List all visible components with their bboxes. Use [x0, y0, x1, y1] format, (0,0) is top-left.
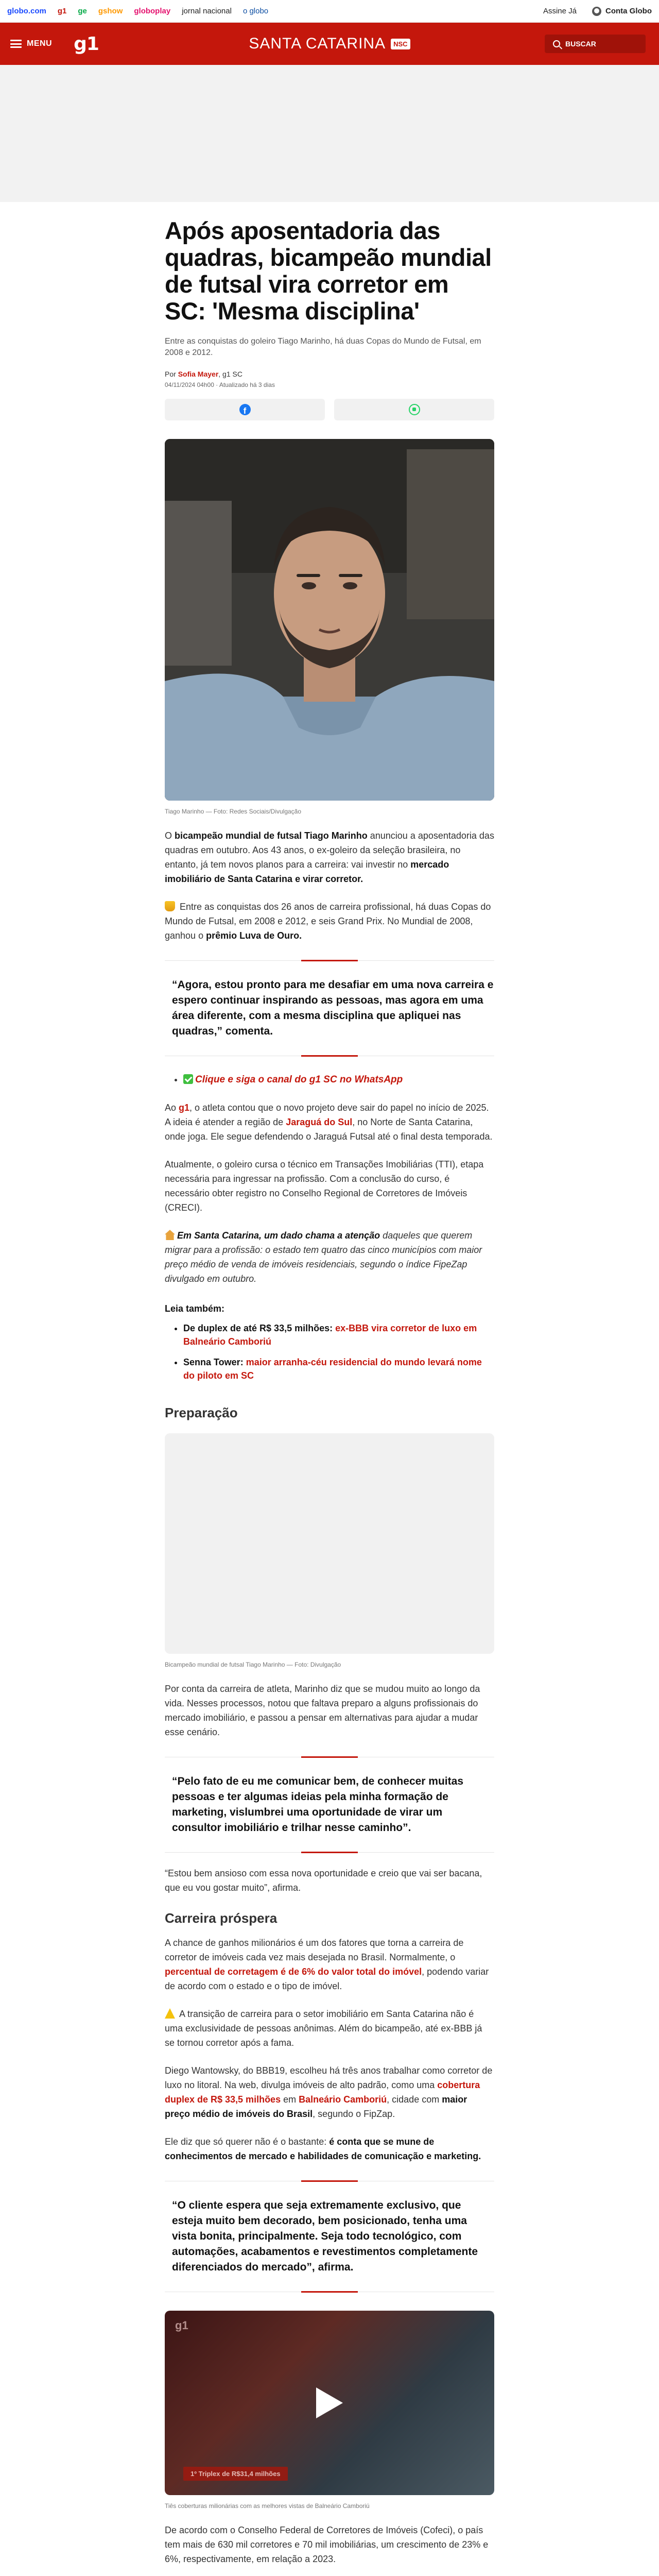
leia-item-senna-prefix: Senna Tower:: [183, 1357, 246, 1367]
p10-text-a: Diego Wantowsky, do BBB19, escolheu há três anos trabalhar como corretor de luxo no litoral. Na web, divulga imóveis de alto padrão, como uma: [165, 2065, 493, 2090]
article-title: Após aposentadoria das quadras, bicampeão mundial de futsal vira corretor em SC: 'Mesma disciplina': [165, 217, 492, 325]
user-icon: [592, 7, 601, 16]
paragraph-12: De acordo com o Conselho Federal de Corretores de Imóveis (Cofeci), o país tem mais de 630 mil corretores e 70 mil imobiliárias, um crescimento de 23% e 6%, respectivamente, em relação a 2023.: [165, 2525, 489, 2564]
global-links: [7, 7, 268, 15]
p9-text: A transição de carreira para o setor imobiliário em Santa Catarina não é uma exclusividade de pessoas anônimas. Além do bicampeão, até ex-BBB já se tornou corretor após a fama.: [165, 2009, 482, 2048]
publish-date: 04/11/2024 04h00 · Atualizado há 3 dias: [165, 381, 275, 388]
byline-prefix: Por: [165, 370, 178, 378]
p11-text-a: Ele diz que só querer não é o bastante:: [165, 2137, 330, 2147]
photo-caption-2: Bicampeão mundial de futsal Tiago Marinho — Foto: Divulgação: [165, 1661, 341, 1668]
leia-item-senna: [183, 1355, 494, 1382]
menu-label: MENU: [27, 39, 53, 48]
video-caption: Tiês coberturas milionárias com as melhores vistas de Balneário Camboriú: [165, 2502, 370, 2510]
balneario-link[interactable]: Balneário Camboriú: [299, 2094, 387, 2105]
p3-text-e: , no Norte de Santa Catarina, onde joga. Ele segue defendendo o Jaraguá Futsal até o final desta temporada.: [165, 1117, 493, 1142]
quote-3: [165, 2181, 494, 2292]
paragraph-11: [165, 2134, 494, 2163]
link-g1[interactable]: g1: [57, 7, 67, 15]
article: [165, 217, 494, 2576]
link-globoplay[interactable]: globoplay: [134, 7, 171, 15]
article-photo-2[interactable]: [165, 1433, 494, 1654]
play-icon[interactable]: [316, 2387, 343, 2418]
link-ge[interactable]: ge: [78, 7, 87, 15]
leia-item-senna-link[interactable]: maior arranha-céu residencial do mundo levará nome do piloto em SC: [183, 1357, 482, 1381]
house-icon: [165, 1230, 175, 1240]
g1-link[interactable]: g1: [179, 1103, 190, 1113]
paragraph-2: [165, 900, 494, 943]
menu-button[interactable]: [0, 39, 52, 48]
byline-suffix: , g1 SC: [218, 370, 242, 378]
leia-tambem-title: Leia também:: [165, 1303, 225, 1314]
author-link[interactable]: Sofia Mayer: [178, 370, 219, 378]
quote-2: [165, 1757, 494, 1853]
p1-bold-b: bicampeão mundial de futsal Tiago Marinho: [175, 831, 368, 841]
g1-logo[interactable]: g1: [74, 33, 99, 55]
paragraph-8: [165, 1936, 494, 1993]
quote-3-text: “O cliente espera que seja extremamente exclusivo, que esteja muito bem decorado, bem posicionado, tenha uma vista bonita, principalmente. Seja todo tecnológico, com automações, acabamentos e revestimentos completamente diferenciados do mercado”, afirma.: [172, 2199, 478, 2273]
search-icon: [553, 40, 560, 47]
p2-text-a: Entre as conquistas dos 26 anos de carreira profissional, há duas Copas do Mundo de Futsal, em 2008 e 2012, e seis Grand Prix. No Mundial de 2008, ganhou o: [165, 902, 491, 941]
link-o-globo[interactable]: o globo: [242, 7, 269, 15]
cobertura-link[interactable]: cobertura duplex de R$ 33,5 milhões: [165, 2080, 480, 2105]
share-whatsapp-button[interactable]: [334, 399, 494, 420]
region-label[interactable]: SANTA CATARINA: [249, 35, 386, 52]
link-jornal-nacional[interactable]: jornal nacional: [182, 7, 232, 15]
paragraph-5: [165, 1228, 494, 1286]
whatsapp-cta-list: [165, 1073, 494, 1087]
p3-text-a: Ao: [165, 1103, 179, 1113]
check-icon: [183, 1074, 193, 1084]
paragraph-4: Atualmente, o goleiro cursa o técnico em Transações Imobiliárias (TTI), etapa necessária para ingressar na profissão. Com a conclusão do curso, é necessário obter registro no Conselho Regional de Corretores de Imóveis (CRECI).: [165, 1159, 484, 1213]
global-bar: [0, 0, 659, 23]
paragraph-6: Por conta da carreira de atleta, Marinho diz que se mudou muito ao longo da vida. Nesses processos, notou que faltava preparo a alguns profissionais do mercado imobiliário, e passou a pensar em alternativas para ajudar a mudar esse cenário.: [165, 1684, 480, 1737]
p2-bold-b: prêmio Luva de Ouro.: [206, 930, 302, 941]
whatsapp-cta-item: [183, 1073, 494, 1087]
jaragua-link[interactable]: Jaraguá do Sul: [286, 1117, 353, 1127]
portrait-illustration: [165, 439, 494, 801]
tv-badge: NSC: [391, 39, 410, 49]
p10-bold-f: maior preço médio de imóveis do Brasil: [165, 2094, 467, 2119]
paragraph-9: [165, 2007, 494, 2050]
video-tag: 1º Triplex de R$31,4 milhões: [183, 2467, 288, 2481]
p5-bold-a: Em Santa Catarina, um dado chama a atenção: [177, 1230, 380, 1241]
leia-item-duplex-prefix: De duplex de até R$ 33,5 milhões:: [183, 1323, 336, 1333]
p10-text-c: em: [281, 2094, 299, 2105]
paragraph-1: [165, 828, 494, 886]
p1-text-c: anunciou a aposentadoria das quadras em outubro. Aos 43 anos, o ex-goleiro da seleção brasileira, no entanto, já tem novos planos para a carreira: vai investir no: [165, 831, 494, 870]
conta-globo-button[interactable]: [592, 7, 652, 16]
quote-2-text: “Pelo fato de eu me comunicar bem, de conhecer muitas pessoas e ter algumas ideias pela minha formação de marketing, vislumbrei uma oportunidade de virar um consultor imobiliário e trilhar nesse caminho”.: [172, 1775, 463, 1834]
video-player[interactable]: [165, 2311, 494, 2495]
p5-text-b: daqueles que querem migrar para a profissão: o estado tem quatro das cinco municípios com maior preço médio de venda de imóveis residenciais, segundo o índice FipeZap divulgado em outubro.: [165, 1230, 482, 1284]
link-gshow[interactable]: gshow: [98, 7, 123, 15]
whatsapp-cta-link[interactable]: Clique e siga o canal do g1 SC no WhatsApp: [195, 1074, 403, 1085]
article-subtitle: Entre as conquistas do goleiro Tiago Marinho, há duas Copas do Mundo de Futsal, em 2008 e 2012.: [165, 337, 481, 357]
link-globo[interactable]: globo.com: [7, 7, 46, 15]
warning-icon: [165, 2008, 175, 2019]
byline: [165, 370, 494, 378]
p3-text-c: , o atleta contou que o novo projeto deve sair do papel no início de 2025. A ideia é atender a região de: [165, 1103, 489, 1127]
facebook-icon: f: [239, 404, 251, 415]
p1-bold-d: mercado imobiliário de Santa Catarina e virar corretor.: [165, 859, 449, 884]
corretagem-link[interactable]: percentual de corretagem é de 6% do valor total do imóvel: [165, 1967, 422, 1977]
heading-preparacao: Preparação: [165, 1405, 238, 1420]
paragraph-10: [165, 2063, 494, 2121]
ad-banner: [0, 65, 659, 202]
quote-1-text: “Agora, estou pronto para me desafiar em uma nova carreira e espero continuar inspirando as pessoas, mas agora em uma área diferente, com a mesma disciplina que apliquei nas quadras,” comenta.: [172, 979, 494, 1037]
p10-text-g: , segundo o FipZap.: [313, 2109, 395, 2119]
site-header: [0, 23, 659, 65]
photo-caption: Tiago Marinho — Foto: Redes Sociais/Divulgação: [165, 808, 302, 815]
whatsapp-icon: [409, 404, 420, 415]
p8-text-c: , podendo variar de acordo com o estado e o tipo de imóvel.: [165, 1967, 489, 1991]
video-g1-badge: g1: [175, 2319, 188, 2332]
leia-tambem-list: [165, 1321, 494, 1382]
assine-link[interactable]: Assine Já: [543, 7, 577, 15]
leia-item-duplex: [183, 1321, 494, 1348]
heading-carreira: Carreira próspera: [165, 1910, 278, 1926]
p11-bold-b: é conta que se mune de conhecimentos de mercado e habilidades de comunicação e marketing.: [165, 2137, 481, 2161]
share-facebook-button[interactable]: [165, 399, 325, 420]
trophy-icon: [165, 901, 175, 911]
p1-text-a: O: [165, 831, 175, 841]
search-label: BUSCAR: [565, 40, 596, 48]
conta-globo-label: Conta Globo: [605, 7, 652, 15]
search-button[interactable]: [545, 35, 646, 53]
p10-text-e: , cidade com: [387, 2094, 442, 2105]
paragraph-3: [165, 1100, 494, 1144]
article-photo[interactable]: [165, 439, 494, 801]
paragraph-7: “Estou bem ansioso com essa nova oportunidade e creio que vai ser bacana, que eu vou gostar muito”, afirma.: [165, 1868, 482, 1893]
share-bar: [165, 399, 494, 420]
leia-item-duplex-link[interactable]: ex-BBB vira corretor de luxo em Balneário Camboriú: [183, 1323, 477, 1347]
quote-1: [165, 960, 494, 1056]
p8-text-a: A chance de ganhos milionários é um dos fatores que torna a carreira de corretor de imóveis cada vez mais desejada no Brasil. Normalmente, o: [165, 1938, 464, 1962]
hamburger-icon: [10, 40, 22, 48]
